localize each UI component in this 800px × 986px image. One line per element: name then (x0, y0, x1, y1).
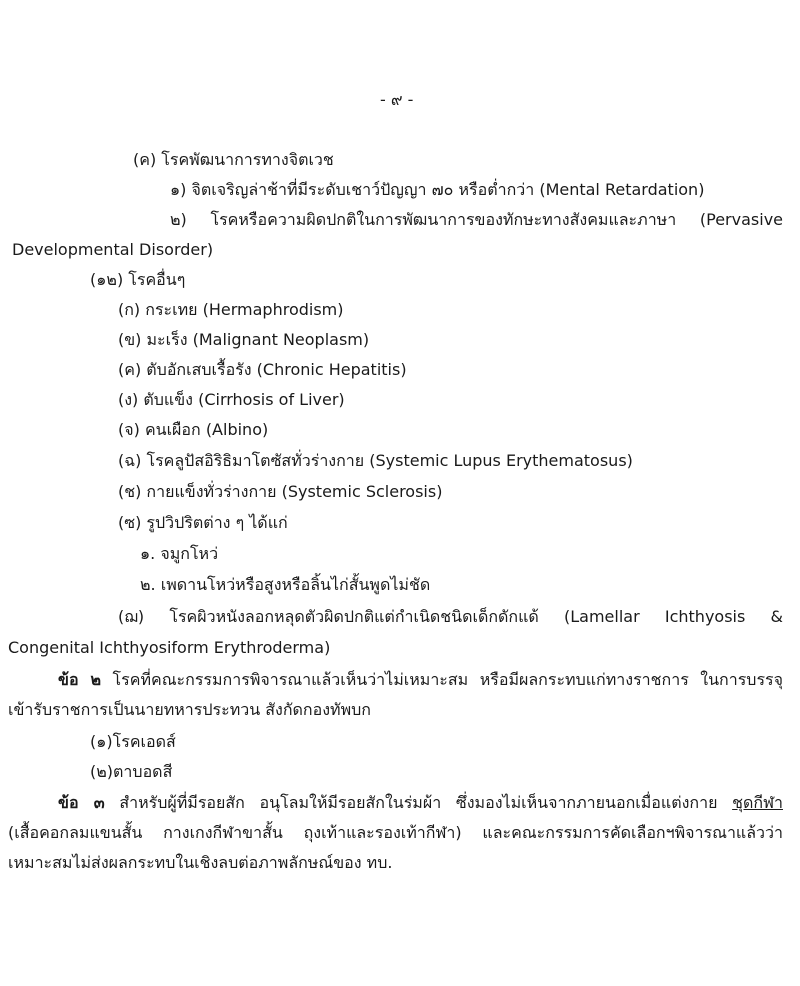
sub-list-item: ๒. เพดานโหว่หรือสูงหรือลิ้นไก่สั้นพูดไม่ชัด (140, 575, 431, 594)
article-3-label: ข้อ ๓ (58, 793, 105, 812)
list-item: (ซ) รูปวิปริตต่าง ๆ ได้แก่ (118, 513, 288, 532)
page-number: - ๙ - (380, 90, 414, 109)
article-2-text: โรคที่คณะกรรมการพิจารณาแล้วเห็นว่าไม่เหมาะสม หรือมีผลกระทบแก่ทางราชการ ในการบรรจุ (112, 670, 783, 689)
article-3-continued: เหมาะสมไม่ส่งผลกระทบในเชิงลบต่อภาพลักษณ์ของ ทบ. (8, 853, 393, 872)
article-2-paragraph (58, 668, 783, 692)
section-c-heading: (ค) โรคพัฒนาการทางจิตเวช (133, 150, 334, 169)
list-item: (จ) คนเผือก (Albino) (118, 420, 269, 439)
list-item: (ฉ) โรคลูปัสอิริธิมาโตซัสทั่วร่างกาย (Systemic Lupus Erythematosus) (118, 451, 633, 470)
section-12-heading: (๑๒) โรคอื่นๆ (90, 270, 186, 289)
list-item: (ฌ) โรคผิวหนังลอกหลุดตัวผิดปกติแต่กำเนิดชนิดเด็กดักแด้ (Lamellar Ichthyosis & (118, 607, 783, 626)
article-3-paragraph (58, 791, 783, 815)
list-item-continued: Congenital Ichthyosiform Erythroderma) (8, 638, 331, 657)
sportswear-underlined: ชุดกีฬา (732, 793, 783, 812)
article-2-continued: เข้ารับราชการเป็นนายทหารประทวน สังกัดกองทัพบก (8, 700, 371, 719)
list-item: ๒) โรคหรือความผิดปกติในการพัฒนาการของทักษะทางสังคมและภาษา (Pervasive (170, 210, 783, 229)
list-item: (ข) มะเร็ง (Malignant Neoplasm) (118, 330, 370, 349)
list-item-continued: Developmental Disorder) (12, 240, 214, 259)
list-item: (ก) กระเทย (Hermaphrodism) (118, 300, 344, 319)
list-item: (ง) ตับแข็ง (Cirrhosis of Liver) (118, 390, 345, 409)
list-item: (ช) กายแข็งทั่วร่างกาย (Systemic Sclerosis) (118, 482, 443, 501)
list-item: ๑) จิตเจริญล่าช้าที่มีระดับเชาว์ปัญญา ๗๐ หรือต่ำกว่า (Mental Retardation) (170, 180, 705, 199)
list-item: (ค) ตับอักเสบเรื้อรัง (Chronic Hepatitis) (118, 360, 407, 379)
article-3-text: สำหรับผู้ที่มีรอยสัก อนุโลมให้มีรอยสักในร่มผ้า ซึ่งมองไม่เห็นจากภายนอกเมื่อแต่งกาย (119, 793, 718, 812)
article-3-continued: (เสื้อคอกลมแขนสั้น กางเกงกีฬาขาสั้น ถุงเท้าและรองเท้ากีฬา) และคณะกรรมการคัดเลือกฯพิจารณาแล้วว่า (8, 823, 783, 842)
list-item: (๒)ตาบอดสี (90, 762, 173, 781)
article-2-label: ข้อ ๒ (58, 670, 102, 689)
sub-list-item: ๑. จมูกโหว่ (140, 544, 219, 563)
list-item: (๑)โรคเอดส์ (90, 732, 176, 751)
